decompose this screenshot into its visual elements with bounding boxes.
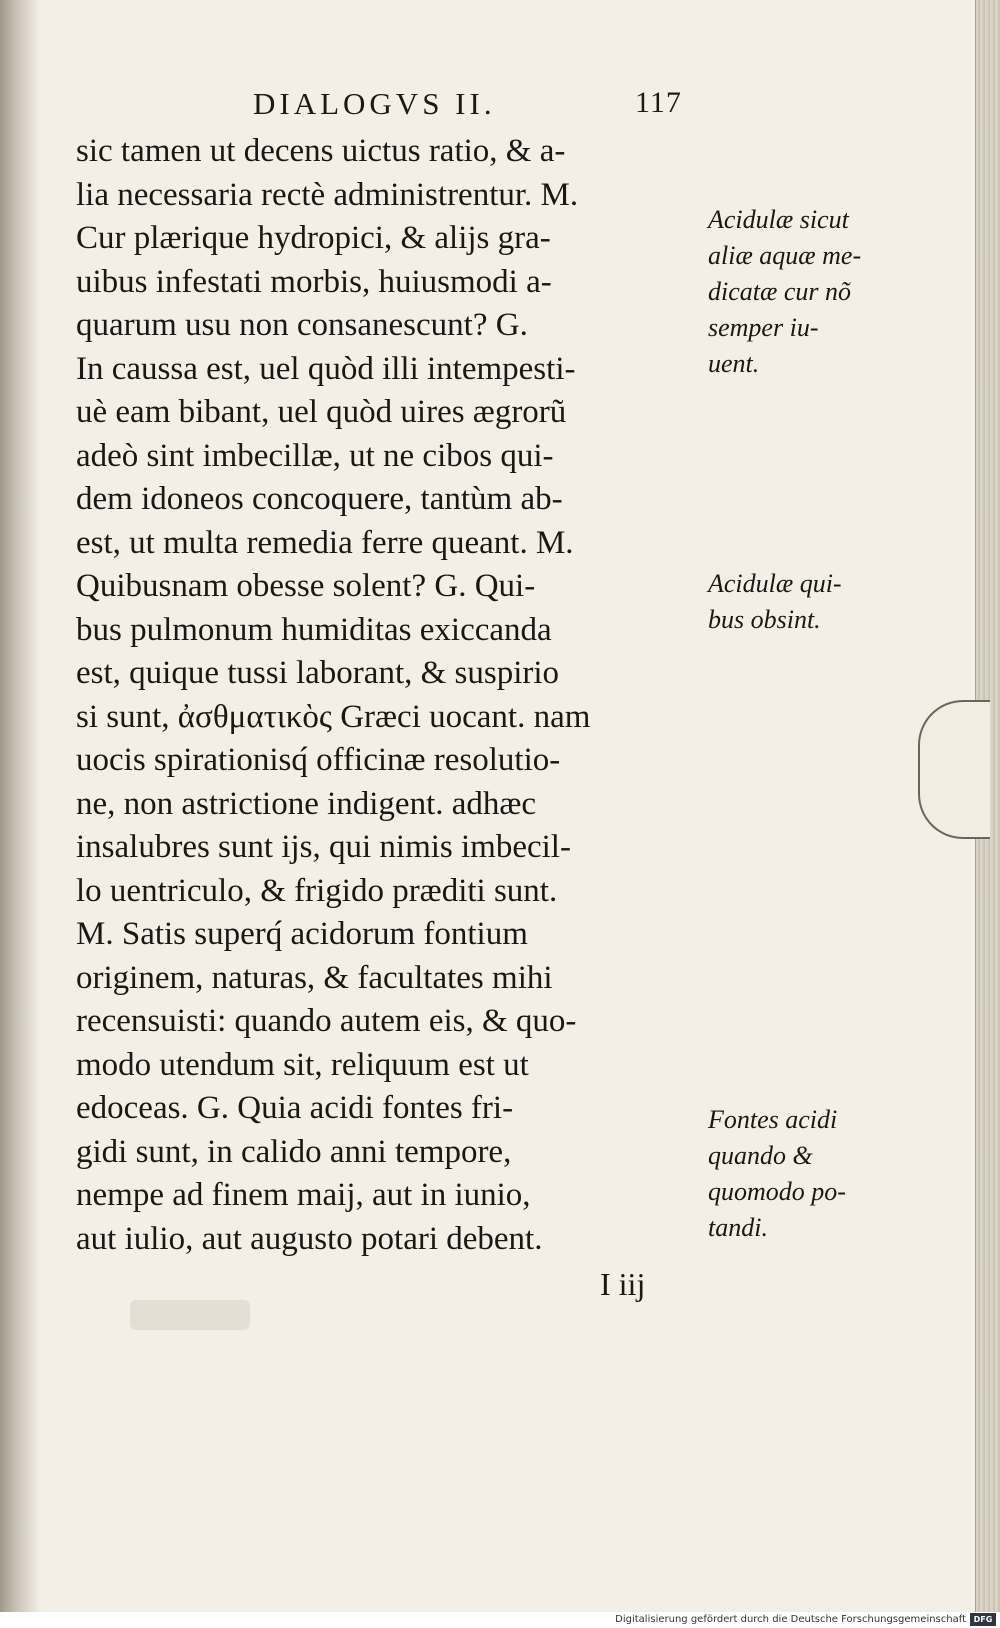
margin-note-acidulae-harm <box>708 566 842 638</box>
margin-note-line: Acidulæ sicut <box>708 205 849 234</box>
binding-gutter <box>0 0 40 1612</box>
text-line: ne, non astrictione indigent. adhæc <box>76 785 537 822</box>
margin-note-line: aliæ aquæ me- <box>708 241 862 270</box>
running-title: DIALOGVS II. <box>253 86 496 121</box>
text-line: quarum usu non consanescunt? G. <box>76 307 528 343</box>
funding-credit: Digitalisierung gefördert durch die Deutsche Forschungsgemeinschaft <box>615 1614 966 1625</box>
text-line: uibus infestati morbis, huiusmodi a- <box>76 263 552 300</box>
text-line: Cur plærique hydropici, & alijs gra- <box>76 220 551 256</box>
text-line: est, ut multa remedia ferre queant. M. <box>76 524 574 561</box>
text-line: recensuisti: quando autem eis, & quo- <box>76 1003 577 1039</box>
text-line: gidi sunt, in calido anni tempore, <box>76 1133 512 1170</box>
margin-note-line: quomodo po- <box>708 1177 846 1206</box>
margin-note-line: quando & <box>708 1141 813 1170</box>
text-line: aut iulio, aut augusto potari debent. <box>76 1220 543 1257</box>
text-line: si sunt, ἀσθματικὸς Græci uocant. nam <box>76 698 591 735</box>
text-line: Quibusnam obesse solent? G. Qui- <box>76 568 536 604</box>
text-line: adeò sint imbecillæ, ut ne cibos qui- <box>76 437 554 474</box>
margin-note-line: Fontes acidi <box>708 1105 838 1134</box>
text-line: bus pulmonum humiditas exiccanda <box>76 611 552 648</box>
text-line: modo utendum sit, reliquum est ut <box>76 1046 529 1083</box>
margin-note-acidulae-why <box>708 202 861 382</box>
ink-show-through <box>130 1300 250 1330</box>
dfg-logo: DFG <box>970 1613 996 1626</box>
margin-note-line: tandi. <box>708 1213 768 1242</box>
text-line: insalubres sunt ijs, qui nimis imbecil- <box>76 829 571 865</box>
margin-note-line: uent. <box>708 349 760 378</box>
text-line: sic tamen ut decens uictus ratio, & a- <box>76 133 566 169</box>
main-text-block <box>76 130 696 1261</box>
text-line: uocis spirationisq́ officinæ resolutio- <box>76 742 561 778</box>
text-line: edoceas. G. Quia acidi fontes fri- <box>76 1090 514 1126</box>
page-number: 117 <box>635 86 682 119</box>
margin-note-line: dicatæ cur nõ <box>708 277 851 306</box>
text-line: originem, naturas, & facultates mihi <box>76 959 553 996</box>
footer-bar <box>0 1612 1000 1628</box>
margin-note-fontes-acidi <box>708 1102 846 1246</box>
text-line: lo uentriculo, & frigido præditi sunt. <box>76 872 558 909</box>
margin-note-line: Acidulæ qui- <box>708 569 842 598</box>
text-line: M. Satis superq́ acidorum fontium <box>76 916 528 952</box>
signature-mark: I iij <box>600 1266 646 1302</box>
margin-note-line: bus obsint. <box>708 605 821 634</box>
margin-note-line: semper iu- <box>708 313 819 342</box>
text-line: lia necessaria rectè administrentur. M. <box>76 176 579 213</box>
running-head <box>195 86 715 126</box>
thumb-tab <box>918 700 990 839</box>
text-line: est, quique tussi laborant, & suspirio <box>76 655 560 691</box>
text-line: nempe ad finem maij, aut in iunio, <box>76 1177 531 1213</box>
text-line: dem idoneos concoquere, tantùm ab- <box>76 481 563 517</box>
text-line: In caussa est, uel quòd illi intempesti- <box>76 350 576 387</box>
text-line: uè eam bibant, uel quòd uires ægrorũ <box>76 394 567 430</box>
